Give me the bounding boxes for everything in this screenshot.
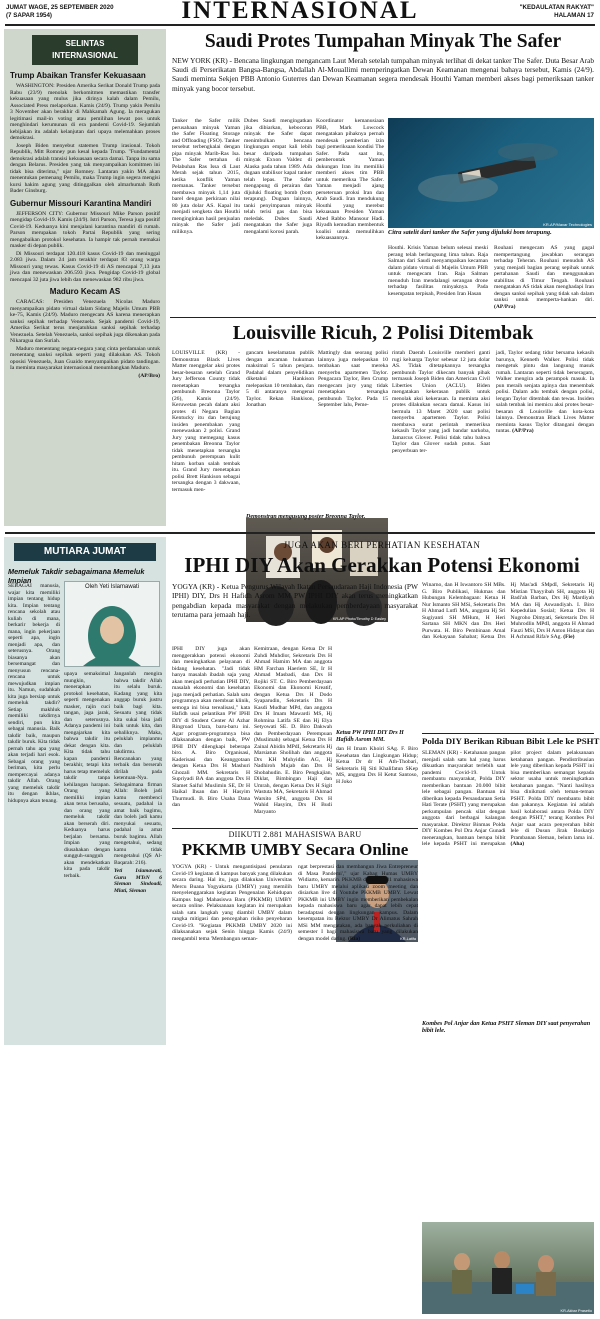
selintas-content [10, 71, 160, 521]
umby-col-2: ngat berprestasi dan membangun Jiwa Entrepreneur di Masa Pandemi'," ujar Kabag Humas UMBY Widiarto, kemarin. PKKMB diikuti 2.881 mahasiswa baru UMBY melalui aplikasi zoom meeting dan disiarkan live di Youtube PKKMB UMBY. Lewat PKKMB ini UMBY ingin memberikan pembekalan kepada mahasiswa baru agar dapat lebih cepat beradaptasi dengan lingkungan kampus. Dalam kesempatan itu Rektor UMBY Dr Alimatus Sahrah MSi MM mengatakan, ada banyak perkuliahan di semester I bagi mahasiswa baru yang dilakukan dengan model daring. (Ria) [298, 864, 418, 942]
selintas-label-top: SELINTAS [65, 39, 105, 48]
mutiara-col-2: upaya semaksimal mungkin, menerapkan protokol kesehatan, seperti mengenakan masker, rajin cuci tangan, jaga jarak, dan seterusnya. Adanya pandemi ini mengajarkan kita bahwa takdir itu dekat dengan kita. Kita tidak tahu kapan pandemi berakhir, tetapi kita harus tetap memeluk takdir tanpa kehilangan harapan. Orang yang memiliki impian akan terus berusaha, dan orang yang memeluk takdir akan berserah diri. Keduanya harus berjalan bersama. Impian yang diusahakan dengan sungguh-sungguh akan mendekatkan kita pada takdir terbaik. [64, 671, 110, 879]
polda-photo [422, 1222, 594, 1314]
masthead-rule [5, 24, 595, 26]
selintas-box [4, 29, 166, 526]
mutiara-col-3: Janganlah mengira bahwa takdir Allah itu selalu buruk. Kadang yang kita anggap buruk justru baik bagi kita. Sesuatu yang tidak kita sukai bisa jadi baik untuk kita, dan sebaliknya. Maka, peluklah impianmu dan peluklah takdirmu. Rencanakan yang terbaik dan berserah dirilah pada ketentuan-Nya. Sebagaimana firman Allah: Boleh jadi kamu membenci sesuatu, padahal ia amat baik bagimu, dan boleh jadi kamu menyukai sesuatu, padahal ia amat buruk bagimu. Allah mengetahui, sedang kamu tidak mengetahui (QS Al-Baqarah: 216). Yeti Islamawati, Guru MTsN 6 Sleman Sindoadi, Mlati, Sleman [114, 671, 162, 894]
masthead-paper [430, 4, 594, 20]
louisville-col-2: gancam keselamatan publik dengan ancaman hukuman maksimal 5 tahun penjara. Padahal dalam penyelidikan diketahui Hankison melepaskan 10 tembakan, dan 5 di antaranya mengenai Taylor. Rekan Hankison, Jonathan [246, 350, 314, 408]
saudi-col-4: Houthi. Krisis Yaman belum selesai meski perang telah berlangsung lima tahun. Raja Salman dari Saudi menyampaikan kecaman dalam pidato virtual di Majelis Umum PBB untuk mengecam Iran. Raja Salman menuduh Iran mendalangi serangan drone terhadap fasilitas minyaknya. Pada kesempatan terpisah, Presiden Iran Hasan [388, 245, 488, 297]
umby-rule [172, 828, 418, 829]
newspaper-name: "KEDAULATAN RAKYAT" [519, 4, 594, 11]
iphi-headline: IPHI DIY Akan Gerakkan Potensi Ekonomi [184, 553, 580, 577]
polda-body: SLEMAN (KR) - Ketahanan pangan menjadi salah satu hal yang harus dikuatkan masyarakat terlebih saat pandemi Covid-19. Untuk membantu masyarakat, Polda DIY memberikan bantuan 20.000 bibit lele sebagai pangan. Bantuan ini diberikan kepada Persaudaraan Setia Hati Terate (PSHT) yang merupakan perkumpulan pencak silat dengan anggota dari berbagai kalangan masyarakat. Direktur Binmas Polda DIY Kombes Pol Dra Anjar Gunadi menerangkan, bantuan berupa bibit lele kepada PSHT ini merupakan pilot project dalam pelaksanaan ketahanan pangan. Pendistribusian lele yang diberikan kepada PSHT ini bisa memberikan semangat kepada sektor usaha untuk meningkatkan ketahanan pangan. "Nanti hasilnya bisa dinikmati oleh teman-teman PSHT. Polda DIY membantu bibit dan pakannya. Kegiatan ini adalah hasil kolaborasi antara Polda DIY dengan PSHT," terang Kombes Pol Anjar saat acara penyerahan bibit lele di Dusun Jirak Boskarjo Prambanan Sleman, belum lama ini. (Aha) [422, 750, 594, 847]
iphi-lead: YOGYA (KR) - Ketua Pengurus Wilayah Ikatan Persaudaraan Haji Indonesia (PW IPHI) DIY, Drs H Hafidh Asrom MM PW IPHI DIY akan terus meningkatkan pengabdian kepada masyarakat dengan melakukan pemberdayaan masyarakat terutama para jemaah haji. [172, 582, 418, 619]
iphi-credit: (Fie) [563, 634, 575, 640]
umby-credit: (Ria) [348, 935, 361, 942]
louisville-photo-credit: KR-AP Photo/Timothy D Easley [332, 617, 386, 621]
umby-kicker: DIIKUTI 2.881 MAHASISWA BARU [228, 830, 362, 839]
saudi-col-5: Rouhani mengecam AS yang gagal mempertangung jawabkan serangan terhadap Teheran. Rouhani menuduh AS yang menjadi bagian perang sepihak untuk pertahanan Saudi dan menggunakan stabilitas di Timur Tengah. Rouhani mengatakan AS tidak akan menghadapi Iran dengan sanksi sepihak yang tidak sah dalam sanksi untuk memperta-hankan diri. (AP/Pra) [494, 245, 594, 310]
byline-label: Oleh Yeti Islamawati [84, 584, 140, 590]
story-body-trump: WASHINGTON: Presiden Amerika Serikat Donald Trump pada Rabu (23/9) menolak berkomitmen memastikan transfer kekuasaan yang mulus jika dirinya kalah dalam Pemilu, Associated Press melaporkan. Kamis (24/9). Trump yakin Pemilu 3 November akan berakhir di Mahkamah Agung. Ia meragukan legitimasi mail-in voting atau pemilihan lewat pos untuk menghindari kerumunan di era pandemi Covid-19. Sejumlah kebijakan itu adalah kelanjutan dari upaya melemahkan proses demokrasi. Joseph Biden menyebut statemen Trump irasional. Tokoh Republik, Mitt Romney pun kesal kepada Trump. "Fundamental demokrasi adalah transisi kekuasaan secara damai. Tanpa itu sama dengan Belarus. Presiden yang tak menyampaikan komitmen ini tidak bisa diterima," ujar Romney. Lantaran yakin MA akan menentukan pemenang Pemilu, maka Trump ingin segera mengisi kursi hakim agung yang ditinggalkan oleh almarhumah Ruth Bader Ginsburg. [10, 83, 160, 194]
mutiara-author: Yeti Islamawati, Guru MTsN 6 Sleman Sindoadi, Mlati, Sleman [114, 868, 162, 894]
louisville-col-5: jadi, Taylor sedang tidur bersama kekasih barunya, Kenneth Walker. Polisi tidak mengetuk pintu dan langsung masuk rumah. Lantaran seperti tidak berseragam, Walker mengira ada perampok masuk. Ia pun meraih senjata apinya dan menembak polisi. Dalam adu tembak dengan polisi, lengan Taylor ditembak dan tewas. Insiden salah tembak ini memicu aksi protes besar-besaran di Louisville dan kota-kota lainnya. Demonstran Black Lives Matter meminta kasus Taylor ditangani dengan tuntas. (AP/Pra) [496, 350, 594, 434]
story-title-trump: Trump Abaikan Transfer Kekuasaan [10, 71, 146, 80]
issue-javanese-date: (7 SAPAR 1954) [6, 12, 52, 19]
louisville-col-1: LOUISVILLE (KR) - Demonstran Black Lives Matter menggelar aksi protes besar-besaran setelah Grand Jury Jefferson County tidak menetapkan tersangka pembunuh Breonna Taylor (26), Kamis (24/9). Keruwetan pecah dalam aksi protes di Negara Bagian Kentucky itu dan berujung insiden penembakan yang menewaskan 2 polisi. Grand Jury yang memegang kasus penembakan Breonna Taylor tidak menetapkan tersangka pembunuh perempuan kulit hitam korban salah tembak itu. Grand Jury menetapkan polisi Brett Hankison sebagai tersangka dengan 3 dakwaan, termasuk men- [172, 350, 240, 493]
selintas-label [32, 35, 138, 65]
louisville-col-4: rintah Daerah Louisville memberi ganti rugi keluarga Taylor sebesar 12 juta dolar AS. Tidak ditetapkannya tersangka pembunuh Taylor dikecam banyak pihak termasuk Joseph Biden dan American Civil Liberties Union (ACLU). Biden mengatakan kekerasan publik untuk menolak aksi kekerasan. Ia meminta aksi protes dilakukan secara damai. Kasus ini bermula 13 Maret 2020 saat polisi menyerbu apartemen Taylor. Polisi membawa surat perintah memeriksa kekasih Taylor yang jadi bandar narkoba, Jamarcus Glover. Polisi tidak tahu bahwa Taylor dan Glover sudah putus. Saat penyerbuan ter- [392, 350, 490, 454]
saudi-lead: NEW YORK (KR) - Bencana lingkungan mengancam Laut Merah setelah tumpahan minyak terlihat di dekat tanker The Safer. Duta Besar Arab Saudi di Perserikatan Bangsa-Bangsa, Abdallah Al-Mouallimi memperingatkan Dewan Keamanan mengenai bahaya tersebut, Kamis (24/9). Saudi meminta Sekjen PBB Antonio Guterres dan Dewan Keamanan segera mendesak Houthi Yaman memberi akses bagi pemeriksaan tanker minyak yang bocor tersebut. [172, 56, 594, 93]
section-title: INTERNASIONAL [181, 0, 419, 24]
iphi-col-3: dan H Imam Khoiri SAg. F. Biro Kesehatan dan Lingkungan Hidup; Ketua Dr dr H Ath-Thobari, Sekretaris Hj Siti Khalifatun SKep MS, anggota Drs H Ketut Santoso, H Joko [336, 746, 418, 785]
saudi-col-1: Tanker the Safer milik perusahaan minyak Yaman the Safer Floating Storage and Offloading (FSO). Tanker tersebut terbengkalai dengan pipa minyak Marib-Ras Isa. The Safer tertahan di Pelabuhan Ras Issa di Laut Merah sejak tahun 2015, ketika konflik Yaman memanas. Tanker tersebut membawa minyak 1,14 juta barel dengan perkiraan nilai 80 juta dolar AS. Kapal itu menjadi sengketa dan Houthi menginginkan hasil penjualan minyak the Safer jadi miliknya. [172, 118, 240, 235]
polda-headline: Polda DIY Berikan Ribuan Bibit Lele ke PSHT [422, 736, 600, 746]
louisville-credit: (AP/Pra) [512, 428, 534, 434]
saudi-caption: Citra satelit dari tanker the Safer yang dijuluki bom terapung. [388, 229, 552, 236]
louisville-caption: Demonstran mengusung poster Breonna Taylor. [246, 514, 366, 520]
saudi-photo [388, 118, 594, 228]
section-divider [5, 532, 595, 534]
satellite-tanker-image [388, 118, 594, 228]
polda-caption: Kombes Pol Anjar dan Ketua PSHT Sleman DIY saat penyerahan bibit lele. [422, 1020, 591, 1035]
mutiara-label: MUTIARA JUMAT [14, 543, 156, 561]
umby-headline: PKKMB UMBY Secara Online [181, 840, 409, 859]
saudi-credit: (AP/Pra) [494, 303, 516, 310]
page-number: HALAMAN 17 [554, 12, 594, 19]
mutiara-box [4, 537, 166, 1045]
story-body-maduro: CARACAS: Presiden Venezuela Nicolas Maduro menyampaikan pidato virtual dalam Sidang Majelis Umum PBB ke-75, Kamis (24/9). Maduro mengecam AS karena menerapkan sanksi sepihak terhadap Venezuela. Sejak pandemi Covid-19, Amerika Serikat terus menjatuhkan sanksi sepihak terhadap Venezuela. Setelah Venezuela, sanksi sepihak juga dikenakan pada Nikaragua dan Suriah. Maduro menentang negara-negara yang cinta perdamaian untuk menentang sanksi sepihak seperti yang dilakukan AS. Tokoh oposisi Venezuela, Juan Guaido menyampaikan pidato tandingan. Ia meminta masyarakat internasional menumbangkan Maduro. (AP/Bro) [10, 299, 160, 379]
author-portrait [65, 592, 159, 666]
saudi-headline: Saudi Protes Tumpahan Minyak The Safer [204, 31, 562, 52]
polda-rule [422, 733, 594, 734]
saudi-rule [170, 317, 596, 318]
iphi-col-1: IPHI DIY juga akan menggerakkan potensi ekonomi dan meningkatkan pelayanan di bidang kesehatan. "Jadi tidak hanya masalah ibadah saja yang akan menjadi perhatian IPHI DIY, masalah ekonomi dan kesehatan juga menjadi perhatian. Salah satu programnya akan membuat klinik, semoga ini bisa terealisasi," kata Hafidh usai pelantikan PW IPHI DIY di Student Center Al Azhar Ringroad Utara, baru-baru ini. Agar program-programnya bisa dilaksanakan dengan baik, PW IPHI DIY dilengkapi beberapa biro. A. Biro Organisasi, Kaderisasi dan Keanggotaan dengan Ketua Drs H Mashuri Ghozali MM. Sekretaris H Supriyadi BA dan anggota Drs H Slamet Saiful Muslimin SE, Dr H Haikal Ihsan dan H Hasyim Thurmudi. B. Biro Usaha Dana dan [172, 646, 250, 808]
polda-credit: (Aha) [510, 841, 525, 847]
mutiara-title: Memeluk Takdir sebagaimana Memeluk Impian [8, 567, 145, 585]
saudi-col-3: Koordinator kemanusiaan PBB, Mark Lowcock mengatakan pihaknya pernah mendesak pemberian izin bagi pemeriksaan kondisi The Safer. Pada saat itu, pemberontak Yaman dukungan Iran itu memiliki memberi akses tim PBB untuk memeriksa The Safer. Yaman menjadi ajang perseteruan proksi Iran dan Arab Saudi. Iran mendukung Houthi yang merebut kekuasaan Presiden Yaman Abed Rabbo Mansour Hadi. Riyadh kemudian membentuk koalisi untuk memulihkan kekuasaannya. [316, 118, 384, 241]
lele-handover-image [422, 1222, 594, 1314]
iphi-photo-credit: KR-Latifa [400, 937, 416, 941]
saudi-col-2: Dubes Saudi mengingatkan jika dibiarkan, kebocoran minyak the Safer dapat menimbulkan bencana lingkungan empat kali lebih besar daripada tumpahan minyak Exxon Valdez di Alaska pada tahun 1989. Ada dugaan stabilisor kapal tanker telah lepas. The Safer mengapung di perairan dan dijuluki floating bomb (bom terapung). Dugaan lainnya, tanki penyimpanan minyak telah terisi gas dan bisa meledak. Dubes Saudi mengatakan the Safer juga mengalami korosi parah. [244, 118, 312, 235]
story-title-missouri: Gubernur Missouri Karantina Mandiri [10, 198, 152, 208]
story-title-maduro: Maduro Kecam AS [49, 287, 121, 296]
story-body-missouri: JEFFERSON CITY: Gubernur Missouri Mike Parson positif mengidap Covid-19. Kamis (24/9). Istri Parson, Teresa juga positif Covid-19. Keduanya kini menjalani karantina mandiri di rumah. Parson merupakan tokoh Partai Republik yang sering mengabaikan protokol kesehatan. Ia hampir tak pernah memakai masker di depan publik. Di Missouri terdapat 120.418 kasus Covid-19 dan meninggal 2.083 jiwa. Dalam 24 jam terakhir terdapat 83 orang warga Missouri yang tewas. Kasus Covid-19 di AS mencapai 7,13 juta jiwa dan menewaskan 206.593 jiwa. Pengidap Covid-19 global mencapai 32 juta jiwa lebih dan menewaskan 982 ribu jiwa. [10, 210, 160, 283]
selintas-label-bottom: INTERNASIONAL [52, 51, 118, 60]
iphi-kicker: JUGA AKAN BERI PERHATIAN KESEHATAN [283, 540, 481, 550]
louisville-col-3: Mattingly dan seorang polisi lainnya juga melepaskan 10 tembakan saat mereka menyerbu apartemen Taylor. Pengacara Taylor, Ben Crump mengecam jury yang tidak menetapkan tersangka pembunuh Taylor. Pada 15 September lalu, Peme- [318, 350, 388, 408]
mutiara-col-1: SEBAGAI manusia, wajar kita memiliki impian tentang hidup kita. Impian tentang rencana sekolah atau kuliah di mana, berkarir bekerja di mana, ingin pekerjaan seperti apa, ingin menjadi apa, dan seterusnya. Orang biasanya akan bersemangat dan menyusun rencana-rencana untuk mewujudkan impian itu. Namun, sudahkah kita juga bersiap untuk memeluk takdir? Setiap makhluk memiliki takdirnya sendiri, pun kita sebagai manusia. Baik takdir baik, maupun takdir buruk. Kita tidak pernah tahu apa yang akan terjadi hari esok. Sebagai orang yang beriman, kita perlu mempercayai adanya takdir Allah. Orang yang memeluk takdir itu dengan ikhlas, hidupnya akan tenang. [8, 583, 60, 804]
iphi-caption: Ketua PW IPHI DIY Drs H Hafidh Asrom MM. [336, 730, 404, 743]
saudi-photo-credit: KR-AP/Maxar Technologies [543, 222, 592, 227]
story-credit-maduro: (AP/Bro) [138, 372, 160, 379]
iphi-col-4: Winarno, dan H Iswantoro SH MBs. G. Biro Publikasi, Hukmas dan Hubungan Kelembagaan: Ketua H Nur Ismanto SH MSi, Sekretaris Drs H Ahmad Lutfi MA, anggota Hj Sri Sugiyanti SH MHum, H Heri Sartana SH MKN dan Drs Heri Purwata. H. Biro Pembinaan Amal dan Kekayaan Sahabat; Ketua Drs Hj Mas'adi SMpdI, Sekretaris Hj Mistian Thayyibah SH, anggota Hj Badi'ah Barban, Drs Hj Mardiyah MA dan Hj Aswandiyah. I. Biro Kepedulian Sosial; Ketua Drs H Nugroho Dimyati, Sekretaris Drs H Muhrodlin MPdI, anggota H Ahmad Fauzi MSi, Drs H Anton Hidayat dan H Achmad Rifa'e SAg. (Fie) [422, 582, 594, 640]
louisville-headline: Louisville Ricuh, 2 Polisi Ditembak [232, 322, 534, 344]
author-photo-box [64, 581, 160, 667]
iphi-col-2: Kemitraan, dengan Ketua Dr H Zuhdi Muhdlor, Sekretaris Drs H Ahmad Hamim MA dan anggota HM Farchan Haeriem SE, Ir H Ahmad Masbadi, dan Drs H Rojiki ST. C. Biro Pemberdayaan Ekonomi dan Ekonomi Kreatif, dengan Ketua Drs H Dodo Syaparudin, Sekretaris Drs H Kasdi Mudhar MPd, dan anggota Drs H Imam Mawardi MS, Hj Rohmina Latifa SE dan Hj Elya Setyowati SE. D. Biro Dakwah dan Pemberdayaan Perempuan (Muslimah) sebagai Ketua Drs H Zainal Abidin MPdI, Sekretaris Hj Marsiatun Sholihah dan anggota Drs KH Muhyidin AG, Hj Nadhiroh Mujab dan Drs H Shobahudin. E. Biro Pengkajian, Diklat, Bimbingan Haji dan Umrah, dengan Ketua Drs H Sigit Wastuta MA, Sekretaris H Ahmad Warsito SPd, anggota Drs H Wahid Hasyim, Drs H Budi Maryanto [254, 646, 332, 815]
umby-col-1: YOGYA (KR) - Untuk mengantisipasi penularan Covid-19 kegiatan di kampus banyak yang dilakukan secara daring. Hal itu, juga dilakukan Universitas Mercu Buana Yogyakarta (UMBY) yang memilih menyelenggarakan kegiatan Pengenalan Kehidupan Kampus bagi Mahasiswa Baru (PKKMB) UMBY secara online. Pelaksanaan kegiatan ini merupakan salah satu langkah yang diambil UMBY dalam rangka mitigasi dan pencegahan risiko penyebaran Covid-19. "Kegiatan PKKMB UMBY 2020 ini dilaksanakan sejak Senin hingga Kamis (24/9) mengambil tema 'Membangun seman- [172, 864, 292, 942]
polda-photo-credit: KR-Akbar Prasetio [560, 1309, 592, 1313]
issue-date: JUMAT WAGE, 25 SEPTEMBER 2020 [6, 4, 114, 11]
